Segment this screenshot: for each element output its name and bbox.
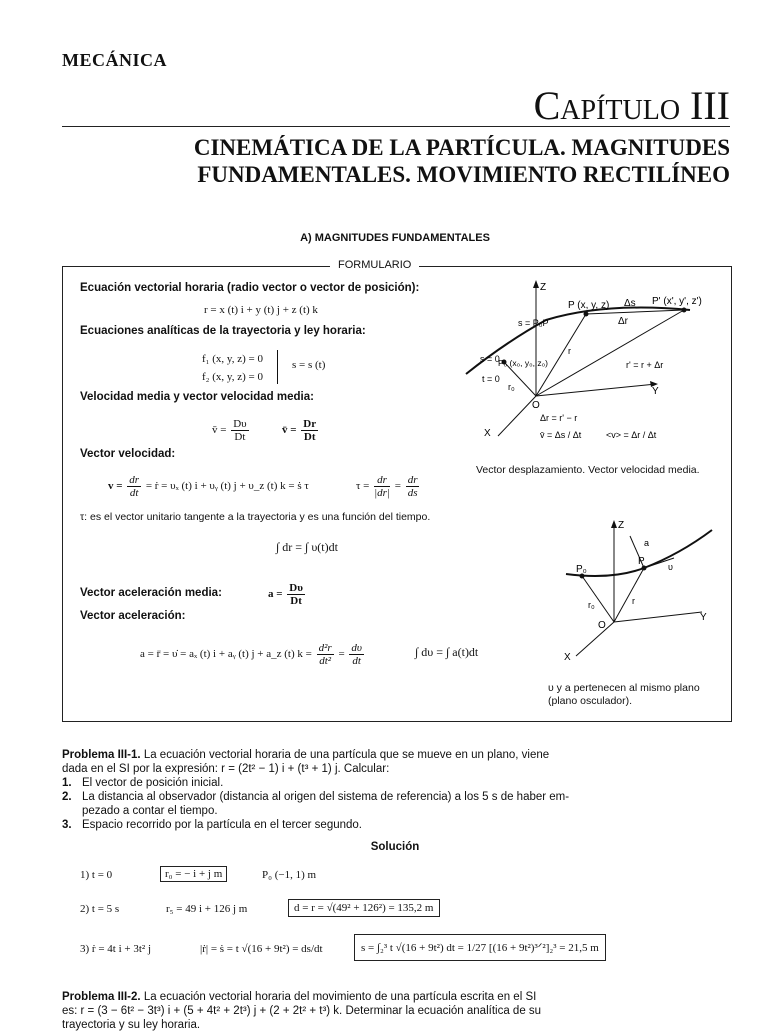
eq3b-den: Dt <box>303 431 316 443</box>
fig1-label-r0: r₀ <box>508 382 515 392</box>
eq7-num1: d²r <box>318 642 332 654</box>
fig1-eq-b: v̄ = Δs / Δt <box>540 430 582 440</box>
problem1-item-2: 2. La distancia al observador (distancia al origen del sistema de referencia) a los 5 s de haber em- <box>62 791 570 803</box>
problem2-text1: La ecuación vectorial horaria del movimiento de una partícula escrita en el SI <box>143 991 537 1003</box>
sol2-box: d = r = √(49² + 126²) = 135,2 m <box>288 899 440 917</box>
fig1-label-s0: s = 0 <box>480 354 500 364</box>
fig2-label-v: υ <box>668 562 673 572</box>
fig2-label-o: O <box>598 620 606 631</box>
problem2-text2: es: r = (3 − 6t² − 3t³) i + (5 + 4t² + 2t³) j + (2 + 2t² + t³) k. Determinar la ecuación analítica de su <box>62 1005 542 1017</box>
sol3-rdot: 3) ṙ = 4t i + 3t² j <box>80 943 152 955</box>
fig2-label-y: Y <box>700 612 707 623</box>
eq4b-lhs: τ = <box>356 480 370 493</box>
eq7-main: a = r̈ = υ̇ = aₓ (t) i + aᵧ (t) j + a_z (t) k = <box>140 648 312 661</box>
fig2-label-p: P <box>638 556 645 567</box>
label-ecuaciones-analiticas: Ecuaciones analíticas de la trayectoria y ley horaria: <box>80 325 366 337</box>
eq-integral-v: ∫ dυ = ∫ a(t)dt <box>415 645 479 659</box>
figure-osculating-plane <box>552 516 722 666</box>
chapter-title-line2: FUNDAMENTALES. MOVIMIENTO RECTILÍNEO <box>197 162 730 187</box>
eq-trajectory <box>202 350 263 386</box>
label-aceleracion-media: Vector aceleración media: <box>80 587 222 599</box>
eq4b-den1: |dr| <box>374 487 390 499</box>
sol3-box: s = ∫₂³ t √(16 + 9t²) dt = 1/27 [(16 + 9t²)³ᐟ²]₂³ = 21,5 m <box>354 934 606 961</box>
header-rule <box>62 126 730 127</box>
eq-separator <box>277 350 278 384</box>
vector-rp <box>536 310 684 396</box>
eq6-den: Dt <box>290 595 302 607</box>
sol1-point: P₀ (−1, 1) m <box>262 869 317 881</box>
sol3-speed: |ṙ| = ṡ = t √(16 + 9t²) = ds/dt <box>200 943 323 955</box>
eq4b-num2: dr <box>407 474 418 486</box>
eq7-den1: dt² <box>319 655 332 667</box>
eq4-lhs: v = <box>108 480 123 493</box>
formulario-label: FORMULARIO <box>330 259 419 271</box>
point-pp <box>682 308 687 313</box>
fig1-label-r: r <box>568 346 571 356</box>
y-axis-2 <box>614 612 702 622</box>
problem1-item-2b: pezado a contar el tiempo. <box>82 805 218 817</box>
eq-f2: f₂ (x, y, z) = 0 <box>202 371 263 383</box>
eq3a-num: Dυ <box>233 418 247 430</box>
chapter-title-line1: CINEMÁTICA DE LA PARTÍCULA. MAGNITUDES <box>193 135 730 160</box>
eq6-lhs: a = <box>268 588 283 601</box>
problem1-statement <box>62 748 730 832</box>
problem1-item-1: 1. El vector de posición inicial. <box>62 777 224 789</box>
eq-tau: τ = $\frac{dr}{|dr|}$ = $\frac{dr}{ds}$ <box>356 474 418 499</box>
eq3b-lhs: v̄ = <box>282 424 297 437</box>
fig1-label-x: X <box>484 428 491 439</box>
figure-displacement <box>446 276 722 446</box>
fig1-eq-a: Δr = r' − r <box>540 413 578 423</box>
vector-r-2 <box>614 568 644 622</box>
chapter-title <box>194 134 730 188</box>
x-axis-2 <box>576 622 614 656</box>
fig1-label-rp: r' = r + Δr <box>626 360 664 370</box>
eq-integral-r: ∫ dr = ∫ υ(t)dt <box>276 540 338 554</box>
trajectory-curve-2 <box>566 530 712 576</box>
label-velocidad-media: Velocidad media y vector velocidad media: <box>80 391 314 403</box>
eq-f1: f₁ (x, y, z) = 0 <box>202 353 263 365</box>
figure2-caption-line2: (plano osculador). <box>548 695 633 707</box>
eq3a-lhs: v̄ = <box>212 424 227 437</box>
problem1-text1: La ecuación vectorial horaria de una partícula que se mueve en un plano, viene <box>143 749 550 761</box>
eq-vector-velocidad-media <box>282 418 320 443</box>
vector-r0-2 <box>582 576 614 622</box>
fig2-label-x: X <box>564 652 571 663</box>
eq4-den: dt <box>129 487 139 499</box>
problem2-title: Problema III-2. <box>62 991 141 1003</box>
fig1-label-z: Z <box>540 282 547 293</box>
fig2-label-p0: P₀ <box>576 564 587 575</box>
problem1-title: Problema III-1. <box>62 749 141 761</box>
problem1-item-3: 3. Espacio recorrido por la partícula en el tercer segundo. <box>62 819 362 831</box>
eq-vector-velocidad <box>108 474 309 499</box>
problem1-text2: dada en el SI por la expresión: r = (2t² − 1) i + (t³ + 1) j. Calcular: <box>62 763 390 775</box>
fig1-label-p: P (x, y, z) <box>568 300 610 311</box>
eq3b-num: Dr <box>303 418 317 430</box>
fig2-label-r0: r₀ <box>588 600 595 610</box>
running-title: MECÁNICA <box>62 50 167 70</box>
fig2-label-z: Z <box>618 520 625 531</box>
fig1-label-t0: t = 0 <box>482 374 500 384</box>
sol2-r5: r₅ = 49 i + 126 j m <box>166 903 248 915</box>
eq7-den2: dt <box>352 655 361 667</box>
eq4-num: dr <box>129 474 140 486</box>
figure2-caption-line1: υ y a pertenecen al mismo plano <box>548 682 700 694</box>
sol1-box: r₀ = − i + j m <box>160 866 227 882</box>
label-vector-velocidad: Vector velocidad: <box>80 448 176 460</box>
problem2-text3: trayectoria y su ley horaria. <box>62 1019 201 1031</box>
eq4-rhs: = ṙ = υₓ (t) i + υᵧ (t) j + υ_z (t) k = ṡ τ <box>145 480 309 493</box>
solution-heading: Solución <box>370 841 420 853</box>
label-ecuacion-vectorial: Ecuación vectorial horaria (radio vector o vector de posición): <box>80 282 420 294</box>
fig1-eq-c: <v> = Δr / Δt <box>606 430 657 440</box>
eq3a-den: Dt <box>234 431 246 443</box>
section-heading: A) MAGNITUDES FUNDAMENTALES <box>300 232 490 244</box>
fig1-label-p0: P₀ (x₀, y₀, z₀) <box>498 358 548 368</box>
figure1-caption: Vector desplazamiento. Vector velocidad media. <box>476 464 700 476</box>
z-arrow <box>533 280 539 288</box>
x-axis <box>498 396 536 436</box>
fig2-label-a: a <box>644 538 650 548</box>
fig1-label-pp: P' (x', y', z') <box>652 296 702 307</box>
eq4b-den2: ds <box>407 487 418 499</box>
fig1-label-arc: s = P₀P <box>518 318 549 328</box>
eq4b-num1: dr <box>374 474 390 487</box>
chapter-heading: Capítulo III <box>533 83 730 128</box>
eq-position-vector: r = x (t) i + y (t) j + z (t) k <box>204 304 318 316</box>
fig1-label-ds: Δs <box>624 298 636 309</box>
eq-aceleracion-media <box>268 582 307 607</box>
fig1-label-o: O <box>532 400 540 411</box>
fig1-label-y: Y <box>652 386 659 397</box>
point-p <box>584 312 589 317</box>
problem2-statement <box>62 990 730 1032</box>
eq-vector-aceleracion: a = r̈ = υ̇ = aₓ (t) i + aᵧ (t) j + a_z (t) k = $\frac{\text{d²r}}{\text{dt²}}$ = $\frac{d\upsilon}{dt}$ <box>140 642 362 667</box>
tau-note: τ: es el vector unitario tangente a la trayectoria y es una función del tiempo. <box>80 511 431 523</box>
z-arrow-2 <box>611 520 617 528</box>
eq-velocidad-media <box>212 418 251 443</box>
sol2-t: 2) t = 5 s <box>80 903 120 915</box>
fig1-label-dr: Δr <box>618 316 629 327</box>
eq6-num: Dυ <box>289 582 303 594</box>
sol1-t: 1) t = 0 <box>80 869 113 881</box>
eq-ley-horaria: s = s (t) <box>292 359 326 371</box>
fig2-label-r: r <box>632 596 635 606</box>
figure2-caption <box>548 682 700 708</box>
label-vector-aceleracion: Vector aceleración: <box>80 610 186 622</box>
eq7-num2: dυ <box>351 642 362 654</box>
